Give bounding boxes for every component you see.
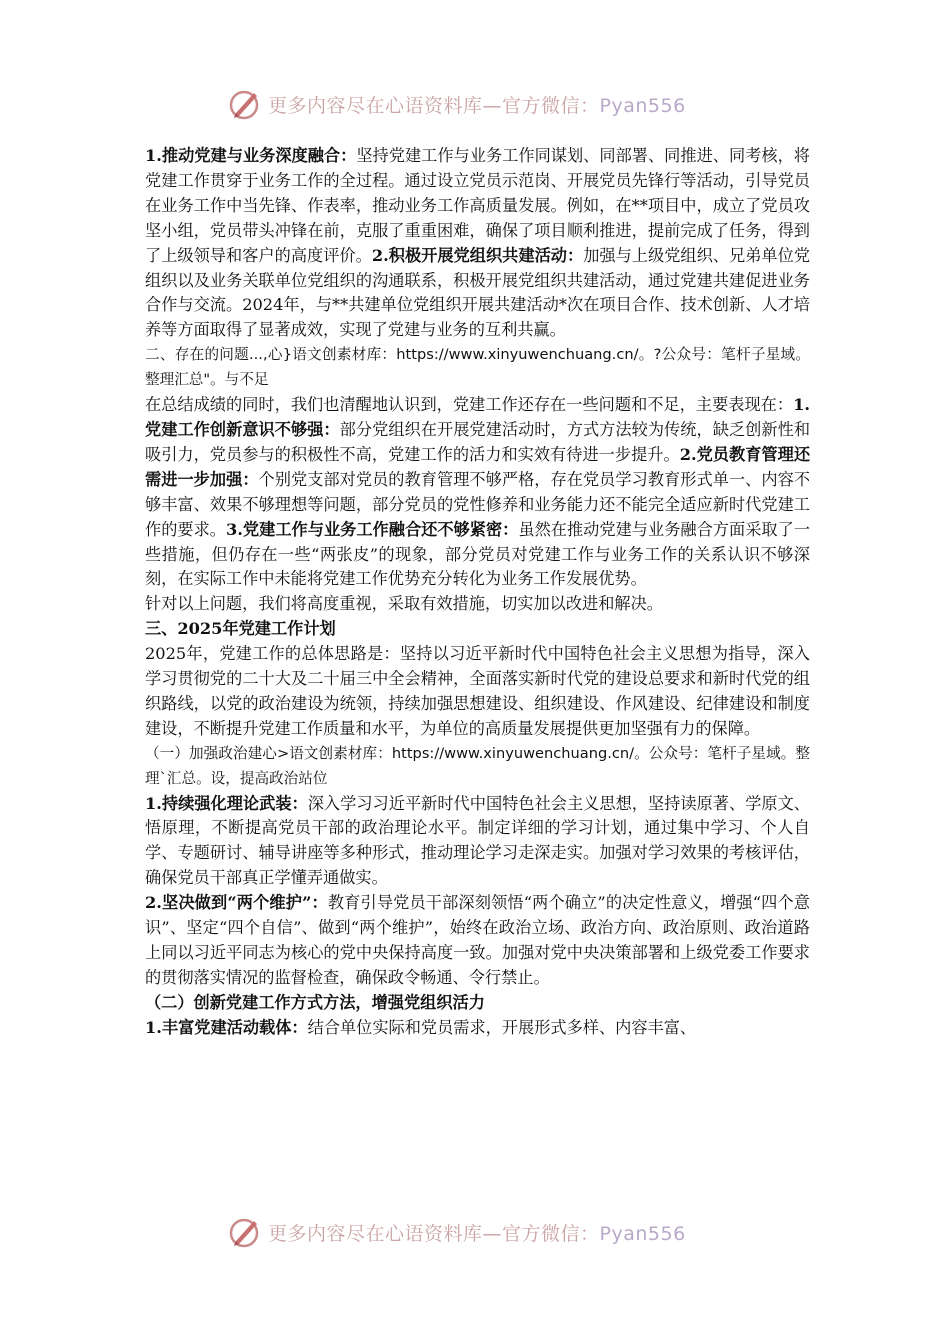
document-body [145,144,810,1041]
watermark-text: 更多内容尽在心语资料库—官方微信：Pyan556 [268,1222,686,1245]
item-text: 深入学习习近平新时代中国特色社会主义思想，坚持读原著、学原文、悟原理，不断提高党员干部的政治理论水平。制定详细的学习计划，通过集中学习、个人自学、专题研讨、辅导讲座等多种形式，推动理论学习走深走实。加强对学习效果的考核评估，确保党员干部真正学懂弄通做实。 [145,793,810,888]
watermark-text: 更多内容尽在心语资料库—官方微信：Pyan556 [268,94,686,117]
paragraph [145,891,810,991]
item-heading: 1.党建工作创新意识不够强： [145,395,810,439]
pen-logo-icon [228,87,262,121]
section-heading-plan: 三、2025年党建工作计划 [145,619,336,639]
item-heading: 3.党建工作与业务工作融合还不够紧密： [226,519,519,539]
section-heading-problems: 二、存在的问题...,心}语文创素材库：https://www.xinyuwenchuang.cn/。?公众号：笔杆子星域。整理汇总"。与不足 [145,346,810,389]
paragraph [145,144,810,343]
item-heading: 2.积极开展党组织共建活动： [371,245,584,265]
item-text: 虽然在推动党建与业务融合方面采取了一些措施，但仍存在一些“两张皮”的现象，部分党员对党建工作与业务工作的关系认识不够深刻，在实际工作中未能将党建工作优势充分转化为业务工作发展优势。 [145,519,811,589]
item-heading: 1.丰富党建活动载体： [145,1017,308,1037]
item-text: 个别党支部对党员的教育管理不够严格，存在党员学习教育形式单一、内容不够丰富、效果不够理想等问题，部分党员的党性修养和业务能力还不能完全适应新时代党建工作的要求。 [145,469,811,539]
item-text: 教育引导党员干部深刻领悟“两个确立”的决定性意义，增强“四个意识”、坚定“四个自信”、做到“两个维护”，始终在政治立场、政治方向、政治原则、政治道路上同以习近平同志为核心的党中央保持高度一致。加强对党中央决策部署和上级党委工作要求的贯彻落实情况的监督检查，确保政令畅通、令行禁止。 [145,893,810,987]
item-text: 结合单位实际和党员需求，开展形式多样、内容丰富、 [307,1017,697,1037]
paragraph [145,792,810,892]
item-heading: 1.持续强化理论武装： [145,793,308,813]
paragraph: 针对以上问题，我们将高度重视，采取有效措施，切实加以改进和解决。 [145,594,663,614]
item-text: 部分党组织在开展党建活动时，方式方法较为传统，缺乏创新性和吸引力，党员参与的积极性不高，党建工作的活力和实效有待进一步提升。 [145,419,811,464]
subsection-heading-innovation: （二）创新党建工作方式方法，增强党组织活力 [145,992,485,1012]
item-text: 加强与上级党组织、兄弟单位党组织以及业务关联单位党组织的沟通联系，积极开展党组织共建活动，通过党建共建促进业务合作与交流。2024年，与**共建单位党组织开展共建活动*次在项目合作、技术创新、人才培养等方面取得了显著成效，实现了党建与业务的互利共赢。 [145,245,811,340]
pen-logo-icon [228,1215,262,1249]
item-heading: 2.党员教育管理还需进一步加强： [145,444,811,489]
paragraph: 2025年，党建工作的总体思路是：坚持以习近平新时代中国特色社会主义思想为指导，深入学习贯彻党的二十大及二十届三中全会精神，全面落实新时代党的建设总要求和新时代党的组织路线，以党的政治建设为统领，持续加强思想建设、组织建设、作风建设、纪律建设和制度建设，不断提升党建工作质量和水平，为单位的高质量发展提供更加坚强有力的保障。 [145,644,810,738]
paragraph [145,1016,810,1041]
subsection-heading-political: （一）加强政治建心>语文创素材库：https://www.xinyuwenchuang.cn/。公众号：笔杆子星域。整理`汇总。设，提高政治站位 [145,744,810,787]
item-heading: 2.坚决做到“两个维护”： [145,893,328,913]
watermark-footer [228,1212,686,1252]
item-heading: 1.推动党建与业务深度融合： [145,146,357,165]
paragraph [145,393,810,592]
item-text: 在总结成绩的同时，我们也清醒地认识到，党建工作还存在一些问题和不足，主要表现在： [145,395,794,415]
item-text: 坚持党建工作与业务工作同谋划、同部署、同推进、同考核，将党建工作贯穿于业务工作的全过程。通过设立党员示范岗、开展党员先锋行等活动，引导党员在业务工作中当先锋、作表率，推动业务工作高质量发展。例如，在**项目中，成立了党员攻坚小组，党员带头冲锋在前，克服了重重困难，确保了项目顺利推进，提前完成了任务，得到了上级领导和客户的高度评价。 [145,146,810,265]
watermark-header [228,84,686,124]
